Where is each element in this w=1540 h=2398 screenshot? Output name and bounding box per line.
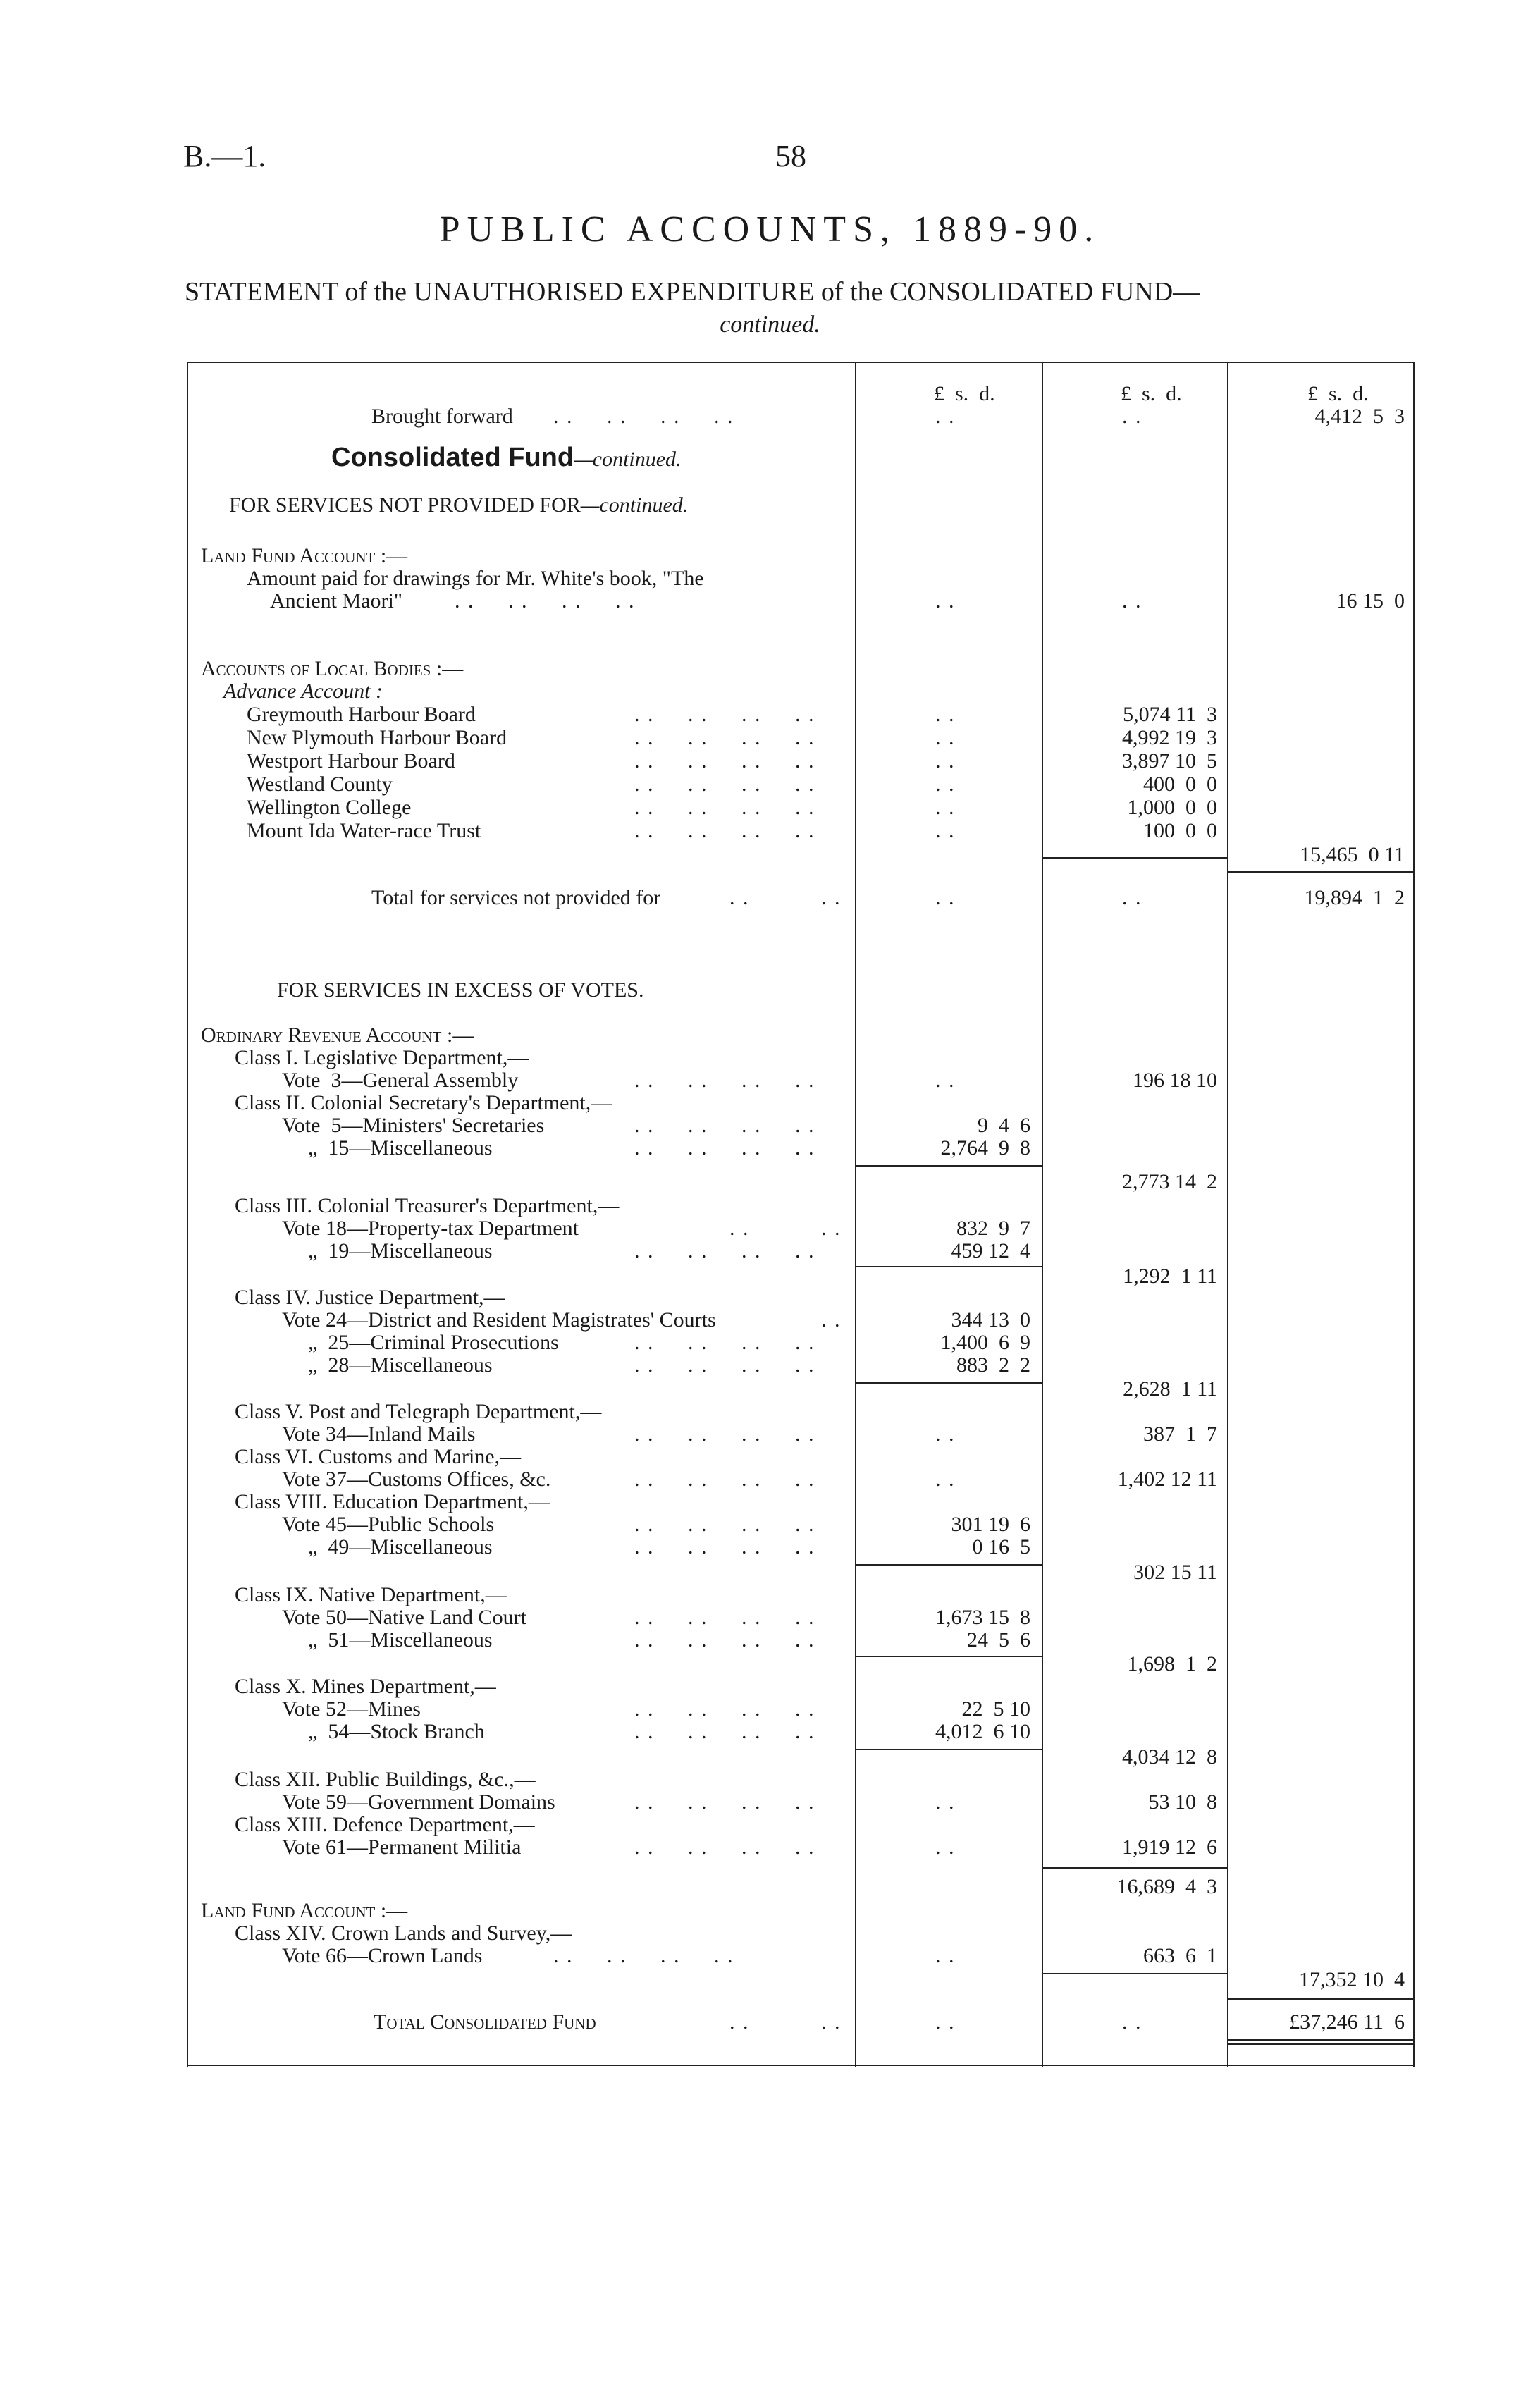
leader-dots: . . [729,2010,750,2034]
leader-dots: . . . . . . . . [634,1720,815,1743]
vote-label: Vote 3—General Assembly [282,1069,519,1092]
leader-dots: . . . . . . . . [455,589,636,613]
leader-dots: . . . . . . . . [553,405,734,428]
white-book-line2: Ancient Maori" [270,589,403,613]
list-item: Wellington College [247,796,412,819]
document-code: B.—1. [183,139,266,173]
ordinary-revenue-label: Ordinary Revenue Account :— [201,1023,474,1047]
leader-dots: . . . . . . . . [634,1697,815,1721]
not-provided-heading-cont: —continued. [580,493,689,517]
class-heading: Class X. Mines Department,— [235,1675,496,1698]
white-book-total: 16 15 0 [1336,589,1405,613]
table-left-rule [187,362,188,2067]
vote-label: Vote 34—Inland Mails [282,1422,476,1446]
vote-label: Vote 66—Crown Lands [282,1944,483,1967]
vote-label: Vote 18—Property-tax Department [282,1217,579,1240]
vote-amount: 22 5 10 [961,1697,1030,1721]
leader-dots: . . . . . . . . [634,1468,815,1491]
grand-total-rule [1228,2043,1413,2045]
col1-dots: . . [935,1069,956,1092]
class-total: 1,698 1 2 [1127,1652,1217,1675]
vote-label: Vote 45—Public Schools [282,1513,495,1536]
leader-dots: . . . . . . . . [634,1422,815,1446]
vote-amount: 832 9 7 [956,1217,1030,1240]
leader-dots: . . . . . . . . [634,1331,815,1354]
grand-total-rule [1228,2039,1413,2041]
not-provided-heading [229,494,688,517]
subtotal-rule [1043,857,1227,859]
class-total: 2,773 14 2 [1122,1170,1217,1193]
col1-dots: . . [935,1836,956,1859]
vote-amount: 301 19 6 [951,1513,1030,1536]
list-item: Mount Ida Water-race Trust [247,819,481,842]
class-heading: Class V. Post and Telegraph Department,— [235,1400,602,1423]
local-body-amount: 5,074 11 3 [1123,703,1217,726]
page-number: 58 [775,139,806,173]
subtotal-rule [856,1165,1042,1167]
col1-dots: . . [935,819,956,842]
leader-dots: . . . . . . . . [634,1136,815,1160]
col-divider-3 [1227,362,1228,2067]
advance-account-label: Advance Account : [223,680,383,703]
leader-dots: . . . . . . . . [634,1606,815,1629]
advance-total: 15,465 0 11 [1300,843,1405,866]
leader-dots: . . . . . . . . [634,749,815,773]
leader-dots: . . . . . . . . [634,819,815,842]
vote-amount: 2,764 9 8 [940,1136,1030,1160]
ordinary-total: 16,689 4 3 [1116,1875,1217,1898]
subtotal-rule [856,1266,1042,1267]
leader-dots: . . . . . . . . [634,1836,815,1859]
class-heading: Class XIII. Defence Department,— [235,1813,535,1836]
class-heading: Class III. Colonial Treasurer's Department,— [235,1194,620,1217]
not-provided-total-label: Total for services not provided for [371,886,661,909]
vote-total: 1,919 12 6 [1122,1836,1217,1859]
not-provided-total: 19,894 1 2 [1304,886,1405,909]
vote-label: „ 25—Criminal Prosecutions [308,1331,559,1354]
list-item: Westport Harbour Board [247,749,455,773]
col1-dots: . . [935,2010,956,2034]
vote-label: „ 15—Miscellaneous [308,1136,493,1160]
col-divider-2 [1042,362,1043,2067]
leader-dots: . . . . . . . . [634,1513,815,1536]
subtotal-rule [856,1382,1042,1384]
vote-total: 1,402 12 11 [1117,1468,1217,1491]
list-item: New Plymouth Harbour Board [247,726,507,749]
leader-dots: . . [729,886,750,909]
list-item: Greymouth Harbour Board [247,703,476,726]
page-title: PUBLIC ACCOUNTS, 1889-90. [439,209,1101,250]
class-heading: Class IV. Justice Department,— [235,1286,505,1309]
table-top-rule [187,362,1415,363]
leader-dots: . . [729,1217,750,1240]
table-right-rule [1413,362,1415,2067]
vote-total: 387 1 7 [1143,1422,1217,1446]
col-divider-1 [855,362,856,2067]
col1-dots: . . [935,589,956,613]
vote-label: Vote 52—Mines [282,1697,421,1721]
class-heading: Class XII. Public Buildings, &c.,— [235,1768,536,1791]
col2-dots: . . [1122,405,1142,428]
leader-dots: . . . . . . . . [634,1535,815,1558]
vote-label: „ 19—Miscellaneous [308,1239,493,1262]
col2-dots: . . [1122,589,1142,613]
land-fund-label-1: Land Fund Account :— [201,544,408,567]
class-heading: Class IX. Native Department,— [235,1583,507,1606]
class-heading: Class I. Legislative Department,— [235,1046,529,1069]
leader-dots: . . . . . . . . [634,703,815,726]
expenditure-table [187,362,1415,2067]
consolidated-fund-heading [331,443,682,472]
vote-amount: 344 13 0 [951,1308,1030,1332]
currency-header-1: £ s. d. [934,382,995,405]
leader-dots: . . . . . . . . [634,1069,815,1092]
vote-amount: 1,673 15 8 [935,1606,1030,1629]
not-provided-heading-text: FOR SERVICES NOT PROVIDED FOR [229,493,581,517]
brought-forward-total: 4,412 5 3 [1314,405,1405,428]
table-bottom-rule [187,2065,1415,2066]
vote-amount: 883 2 2 [956,1353,1030,1377]
leader-dots: . . [821,2010,842,2034]
vote-label: Vote 61—Permanent Militia [282,1836,522,1859]
class-total: 4,034 12 8 [1122,1745,1217,1769]
land-fund-label-2: Land Fund Account :— [201,1899,408,1922]
col1-dots: . . [935,886,956,909]
col2-dots: . . [1122,2010,1142,2034]
currency-header-3: £ s. d. [1307,382,1369,405]
vote-label: „ 49—Miscellaneous [308,1535,493,1558]
class-total: 1,292 1 11 [1123,1265,1217,1288]
grand-total-label: Total Consolidated Fund [374,2010,596,2034]
vote-total: 663 6 1 [1143,1944,1217,1967]
subtotal-rule [856,1749,1042,1750]
leader-dots: . . . . . . . . [634,1353,815,1377]
vote-amount: 0 16 5 [972,1535,1030,1558]
class-total: 302 15 11 [1133,1561,1217,1584]
vote-amount: 24 5 6 [967,1628,1030,1652]
col2-dots: . . [1122,886,1142,909]
leader-dots: . . [821,1217,842,1240]
local-body-amount: 3,897 10 5 [1122,749,1217,773]
class-heading: Class XIV. Crown Lands and Survey,— [235,1922,572,1945]
leader-dots: . . . . . . . . [634,773,815,796]
subtotal-rule [1043,1973,1227,1974]
col1-dots: . . [935,749,956,773]
vote-label: „ 51—Miscellaneous [308,1628,493,1652]
excess-total: 17,352 10 4 [1299,1968,1405,1991]
leader-dots: . . [821,1308,842,1332]
leader-dots: . . [821,886,842,909]
vote-label: Vote 24—District and Resident Magistrates' Courts [282,1308,716,1332]
vote-amount: 1,400 6 9 [940,1331,1030,1354]
brought-forward-label: Brought forward [371,405,513,428]
vote-amount: 4,012 6 10 [935,1720,1030,1743]
local-body-amount: 4,992 19 3 [1122,726,1217,749]
statement-continued: continued. [720,312,820,338]
vote-total: 196 18 10 [1133,1069,1217,1092]
local-body-amount: 1,000 0 0 [1127,796,1217,819]
white-book-line1: Amount paid for drawings for Mr. White's book, "The [247,567,704,590]
vote-amount: 459 12 4 [951,1239,1030,1262]
class-total: 2,628 1 11 [1123,1377,1217,1401]
local-body-amount: 400 0 0 [1143,773,1217,796]
grand-total-value: £37,246 11 6 [1289,2010,1405,2034]
leader-dots: . . . . . . . . [634,1239,815,1262]
class-heading: Class II. Colonial Secretary's Department,— [235,1091,612,1114]
statement-title: STATEMENT of the UNAUTHORISED EXPENDITURE of the CONSOLIDATED FUND— [185,277,1200,307]
col1-dots: . . [935,1790,956,1814]
excess-heading: FOR SERVICES IN EXCESS OF VOTES. [277,978,644,1002]
leader-dots: . . . . . . . . [634,796,815,819]
col1-dots: . . [935,773,956,796]
subtotal-rule [1043,1867,1227,1869]
vote-label: „ 54—Stock Branch [308,1720,485,1743]
vote-total: 53 10 8 [1148,1790,1217,1814]
vote-label: Vote 50—Native Land Court [282,1606,526,1629]
leader-dots: . . . . . . . . [634,1790,815,1814]
vote-label: Vote 59—Government Domains [282,1790,555,1814]
cf-heading-main: Consolidated Fund [331,443,574,472]
local-bodies-label: Accounts of Local Bodies :— [201,657,464,680]
leader-dots: . . . . . . . . [634,1628,815,1652]
subtotal-rule [856,1656,1042,1657]
subtotal-rule [1228,1998,1413,2000]
vote-label: Vote 37—Customs Offices, &c. [282,1468,551,1491]
vote-label: „ 28—Miscellaneous [308,1353,493,1377]
vote-amount: 9 4 6 [978,1114,1030,1137]
class-heading: Class VIII. Education Department,— [235,1490,550,1513]
currency-header-2: £ s. d. [1121,382,1182,405]
col1-dots: . . [935,703,956,726]
subtotal-rule [856,1564,1042,1566]
local-body-amount: 100 0 0 [1143,819,1217,842]
cf-heading-cont: —continued. [574,448,682,471]
col1-dots: . . [935,1468,956,1491]
col1-dots: . . [935,1422,956,1446]
leader-dots: . . . . . . . . [634,1114,815,1137]
leader-dots: . . . . . . . . [634,726,815,749]
col1-dots: . . [935,405,956,428]
col1-dots: . . [935,1944,956,1967]
col1-dots: . . [935,726,956,749]
list-item: Westland County [247,773,393,796]
col1-dots: . . [935,796,956,819]
class-heading: Class VI. Customs and Marine,— [235,1445,522,1468]
leader-dots: . . . . . . . . [553,1944,734,1967]
subtotal-rule [1228,871,1413,873]
vote-label: Vote 5—Ministers' Secretaries [282,1114,545,1137]
